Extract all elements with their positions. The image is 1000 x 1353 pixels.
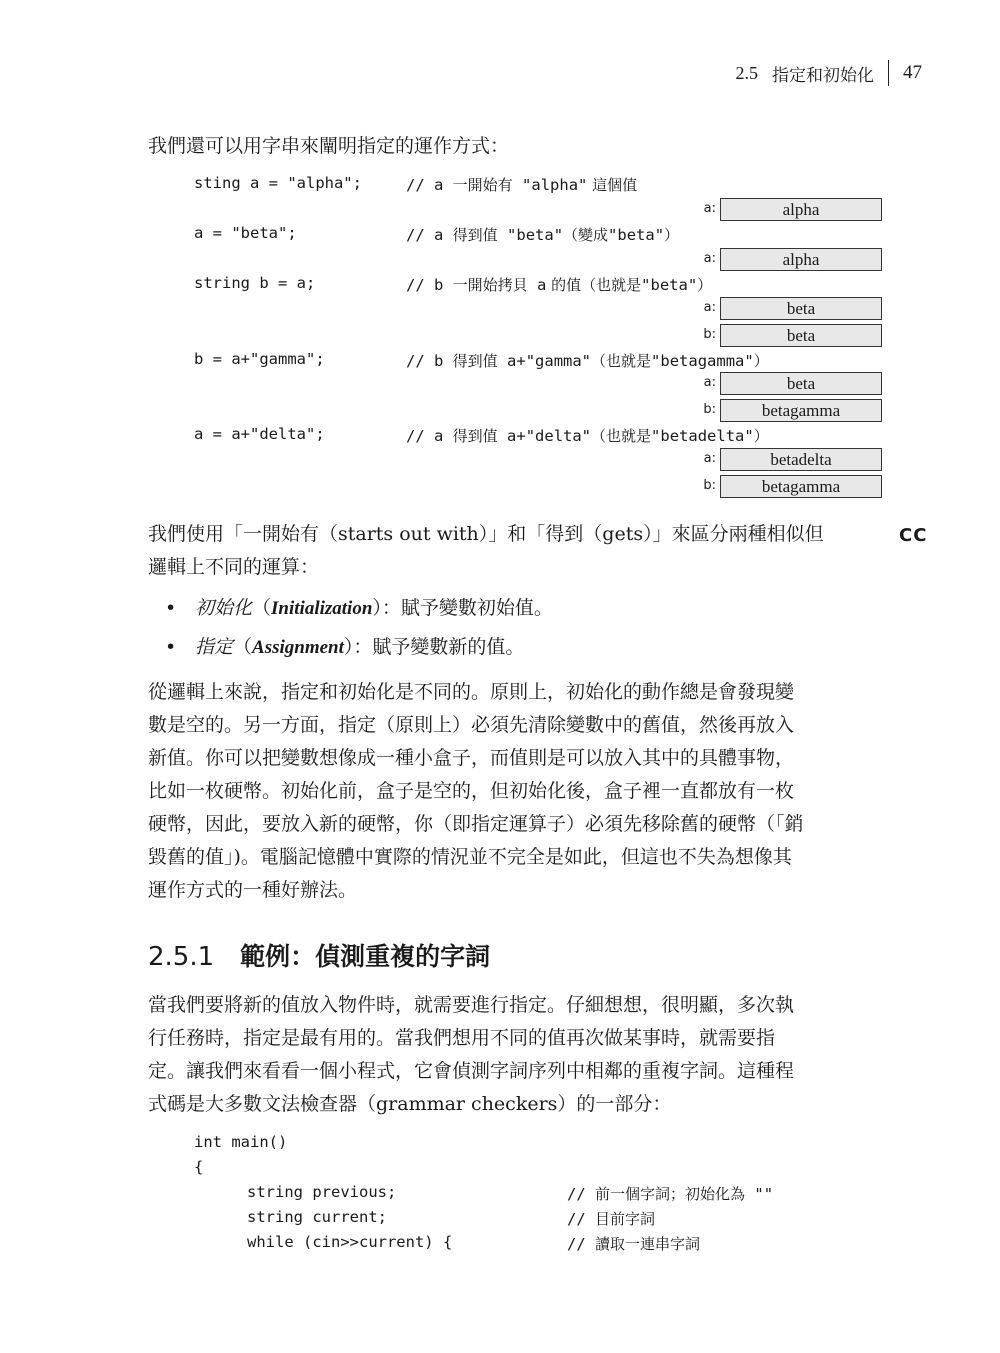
running-header <box>736 60 923 86</box>
paragraph-line: 毀舊的值」)。電腦記憶體中實際的情況並不完全是如此，但這也不失為想像其 <box>148 846 792 868</box>
code-comment: // b 一開始拷貝 a 的值（也就是"beta"） <box>406 276 713 294</box>
bullet-item: • 指定（Assignment）：賦予變數新的值。 <box>165 632 524 663</box>
code-comment: // a 得到值 a+"delta"（也就是"betadelta"） <box>406 427 769 445</box>
variable-box: betagamma <box>720 399 882 422</box>
variable-box: beta <box>720 372 882 395</box>
example-intro-paragraph <box>148 989 888 1121</box>
variable-label: b: <box>703 402 716 417</box>
variable-box: beta <box>720 324 882 347</box>
code-statement: string b = a; <box>194 274 316 292</box>
code-comment: // 目前字詞 <box>567 1210 656 1228</box>
page-number: 47 <box>903 62 922 83</box>
code-line: int main() <box>194 1133 288 1151</box>
bullet-dot: • <box>165 597 177 619</box>
paragraph-line: 數是空的。另一方面，指定（原則上）必須先清除變數中的舊值，然後再放入 <box>148 714 795 736</box>
code-comment: // a 一開始有 "alpha" 這個值 <box>406 176 638 194</box>
variable-box: alpha <box>720 198 882 221</box>
paragraph-line: 行任務時，指定是最有用的。當我們想用不同的值再次做某事時，就需要指 <box>148 1027 776 1049</box>
paragraph-line: 我們使用「一開始有（starts out with）」和「得到（gets）」來區分兩種相似但 <box>148 523 824 545</box>
variable-label: b: <box>703 327 716 342</box>
variable-box: betadelta <box>720 448 882 471</box>
variable-label: b: <box>703 478 716 493</box>
paragraph-line: 當我們要將新的值放入物件時，就需要進行指定。仔細想想，很明顯，多次執 <box>148 994 795 1016</box>
intro-paragraph: 我們還可以用字串來闡明指定的運作方式： <box>148 135 510 157</box>
variable-label: a: <box>703 300 716 315</box>
variable-box: alpha <box>720 248 882 271</box>
paragraph-line: 運作方式的一種好辦法。 <box>148 879 358 901</box>
paragraph-line: 邏輯上不同的運算： <box>148 556 320 578</box>
explanation-paragraph <box>148 518 888 584</box>
section-title: 範例：偵測重複的字詞 <box>240 942 491 971</box>
paragraph-line: 定。讓我們來看看一個小程式，它會偵測字詞序列中相鄰的重複字詞。這種程 <box>148 1060 795 1082</box>
paragraph-line: 新值。你可以把變數想像成一種小盒子，而值則是可以放入其中的具體事物， <box>148 747 795 769</box>
code-statement: a = "beta"; <box>194 224 297 242</box>
coin-analogy-paragraph <box>148 676 888 907</box>
code-line: while (cin>>current) { <box>247 1233 453 1251</box>
section-heading <box>148 937 490 973</box>
code-statement: sting a = "alpha"; <box>194 174 362 192</box>
code-comment: // 讀取一連串字詞 <box>567 1235 701 1253</box>
code-line: { <box>194 1158 204 1176</box>
variable-label: a: <box>703 201 716 216</box>
paragraph-line: 式碼是大多數文法檢查器（grammar checkers）的一部分： <box>148 1093 672 1115</box>
paragraph-line: 比如一枚硬幣。初始化前，盒子是空的，但初始化後，盒子裡一直都放有一枚 <box>148 780 795 802</box>
code-comment: // a 得到值 "beta"（變成"beta"） <box>406 226 680 244</box>
header-section-number: 2.5 <box>735 62 758 83</box>
header-divider <box>888 60 889 86</box>
header-section-title: 指定和初始化 <box>772 65 874 86</box>
bullet-dot: • <box>165 636 177 658</box>
section-number: 2.5.1 <box>148 942 215 972</box>
margin-mark: CC <box>899 525 928 546</box>
variable-box: betagamma <box>720 475 882 498</box>
paragraph-line: 硬幣，因此，要放入新的硬幣，你（即指定運算子）必須先移除舊的硬幣（「銷 <box>148 813 804 835</box>
variable-label: a: <box>703 451 716 466</box>
variable-label: a: <box>703 251 716 266</box>
code-line: string current; <box>247 1208 387 1226</box>
code-statement: b = a+"gamma"; <box>194 350 325 368</box>
code-comment: // 前一個字詞；初始化為 "" <box>567 1185 774 1203</box>
code-statement: a = a+"delta"; <box>194 425 325 443</box>
code-line: string previous; <box>247 1183 397 1201</box>
variable-label: a: <box>703 375 716 390</box>
paragraph-line: 從邏輯上來說，指定和初始化是不同的。原則上，初始化的動作總是會發現變 <box>148 681 795 703</box>
bullet-item: • 初始化（Initialization）：賦予變數初始值。 <box>165 593 553 624</box>
code-comment: // b 得到值 a+"gamma"（也就是"betagamma"） <box>406 352 769 370</box>
variable-box: beta <box>720 297 882 320</box>
